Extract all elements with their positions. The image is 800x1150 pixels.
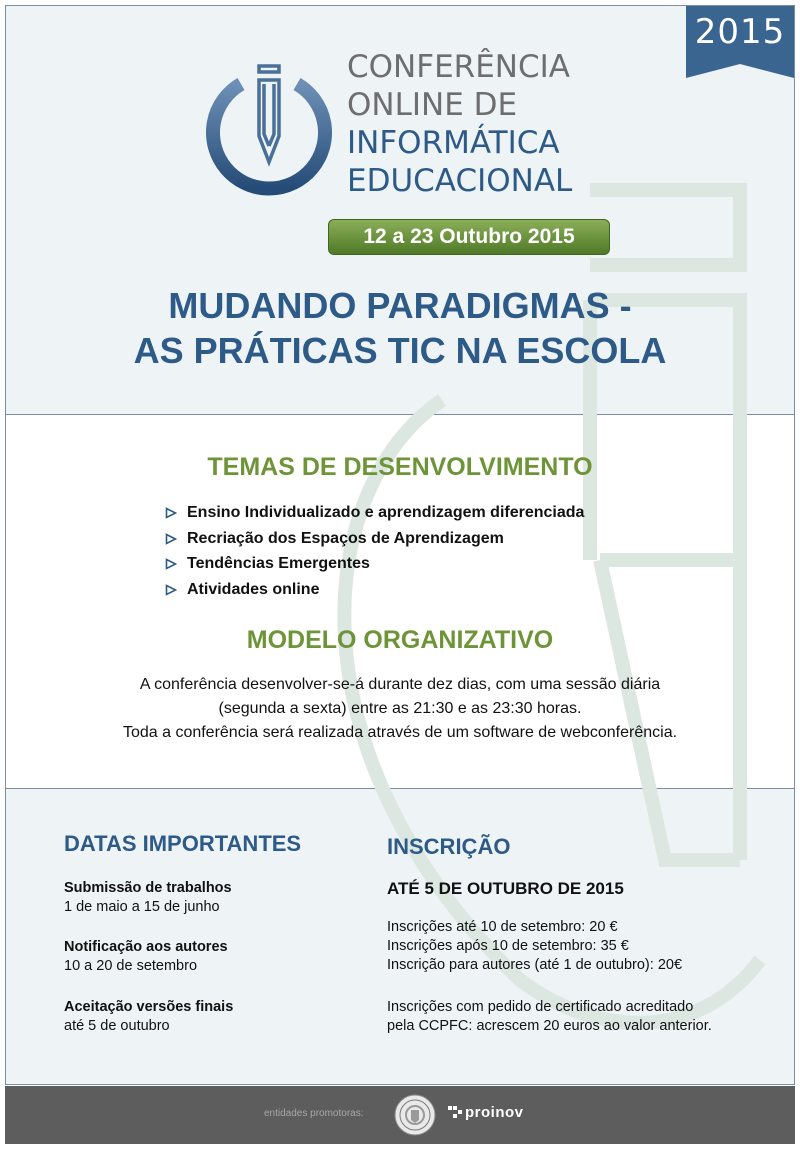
note-line: pela CCPFC: acrescem 20 euros ao valor anterior. [387,1018,712,1034]
inscricao-note [387,998,712,1036]
headline-line-1: MUDANDO PARADIGMAS - [168,285,632,326]
topics-list [165,500,584,602]
triangle-bullet-icon [165,533,177,545]
headline-line-2: AS PRÁTICAS TIC NA ESCOLA [133,330,667,371]
list-item [165,577,584,603]
footer-label: entidades promotoras: [264,1108,364,1119]
price-line: Inscrições até 10 de setembro: 20 € [387,919,618,935]
inscricao-title: INSCRIÇÃO [387,834,511,859]
date-label: Submissão de trabalhos [64,880,232,896]
datas-title: DATAS IMPORTANTES [64,831,302,856]
pen-power-logo-icon [205,60,333,202]
topic-text: Tendências Emergentes [187,555,370,572]
triangle-bullet-icon [165,584,177,596]
date-item-aceitacao [64,998,233,1036]
modelo-line-3: Toda a conferência será realizada através de um software de webconferência. [122,724,678,741]
topic-text: Atividades online [187,580,320,598]
conference-title [347,48,572,200]
date-value: 10 a 20 de setembro [64,958,198,974]
conference-dates-badge: 12 a 23 Outubro 2015 [328,219,610,255]
theme-headline [0,283,800,373]
triangle-bullet-icon [165,558,177,570]
list-item [165,500,584,526]
inscricao-deadline: ATÉ 5 DE OUTUBRO DE 2015 [387,879,624,898]
list-item [165,551,584,577]
note-line: Inscrições com pedido de certificado acreditado [387,999,694,1015]
price-line: Inscrições após 10 de setembro: 35 € [387,938,629,954]
modelo-line-2: (segunda a sexta) entre as 21:30 e as 23:30 horas. [218,700,582,717]
title-line-4: EDUCACIONAL [347,163,573,199]
topic-text: Ensino Individualizado e aprendizagem diferenciada [187,504,585,521]
date-value: até 5 de outubro [64,1018,170,1034]
title-line-1: CONFERÊNCIA [347,49,570,85]
topic-text: Recriação dos Espaços de Aprendizagem [187,529,504,547]
price-line: Inscrição para autores (até 1 de outubro): 20€ [387,957,683,973]
university-seal-icon [394,1094,436,1136]
date-item-notificacao [64,938,228,976]
modelo-line-1: A conferência desenvolver-se-á durante dez dias, com uma sessão diária [139,676,661,693]
triangle-bullet-icon [165,507,177,519]
proinov-brand-text: proinov [465,1104,524,1121]
year-label: 2015 [694,12,786,52]
list-item [165,526,584,552]
title-line-2: ONLINE DE [347,87,518,123]
date-label: Notificação aos autores [64,939,228,955]
proinov-mark-icon [448,1106,462,1118]
temas-title: TEMAS DE DESENVOLVIMENTO [207,453,593,481]
modelo-description [0,673,800,745]
title-line-3: INFORMÁTICA [347,125,560,161]
date-value: 1 de maio a 15 de junho [64,899,220,915]
date-item-submissao [64,879,232,917]
proinov-logo [448,1104,524,1121]
date-label: Aceitação versões finais [64,999,234,1015]
inscricao-prices [387,918,682,975]
modelo-title: MODELO ORGANIZATIVO [246,626,554,654]
